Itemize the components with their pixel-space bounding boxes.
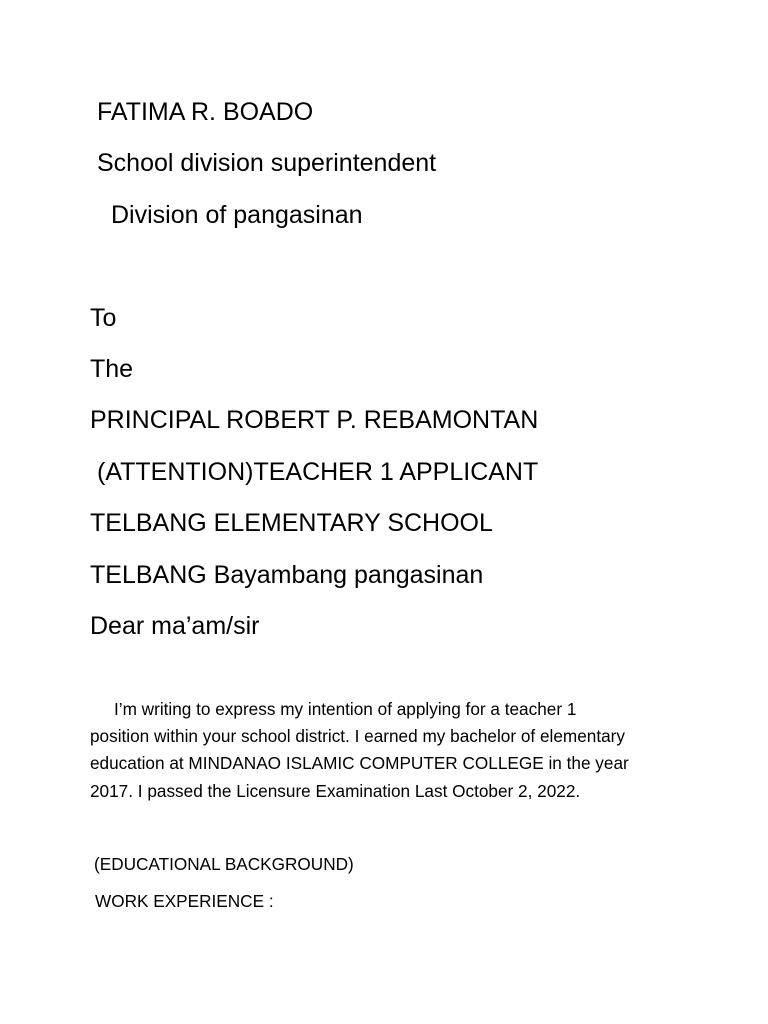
sender-name: FATIMA R. BOADO: [97, 98, 314, 126]
salutation: Dear ma’am/sir: [90, 612, 260, 640]
recipient-school: TELBANG ELEMENTARY SCHOOL: [90, 509, 493, 537]
body-line: education at MINDANAO ISLAMIC COMPUTER COLLEGE in the year: [90, 753, 629, 774]
recipient-principal: PRINCIPAL ROBERT P. REBAMONTAN: [90, 406, 539, 434]
sender-title: School division superintendent: [97, 149, 437, 177]
work-experience-heading: WORK EXPERIENCE :: [95, 891, 274, 911]
educational-background-heading: (EDUCATIONAL BACKGROUND): [94, 854, 354, 874]
recipient-address: TELBANG Bayambang pangasinan: [90, 561, 484, 589]
recipient-to: To: [90, 304, 117, 332]
body-line: position within your school district. I earned my bachelor of elementary: [90, 726, 625, 747]
body-line: 2017. I passed the Licensure Examination Last October 2, 2022.: [90, 780, 581, 801]
recipient-attention: (ATTENTION)TEACHER 1 APPLICANT: [97, 458, 539, 486]
letter-body: [90, 696, 690, 805]
recipient-the: The: [90, 355, 134, 383]
sender-division: Division of pangasinan: [111, 201, 363, 229]
body-line: I’m writing to express my intention of applying for a teacher 1: [114, 699, 577, 719]
